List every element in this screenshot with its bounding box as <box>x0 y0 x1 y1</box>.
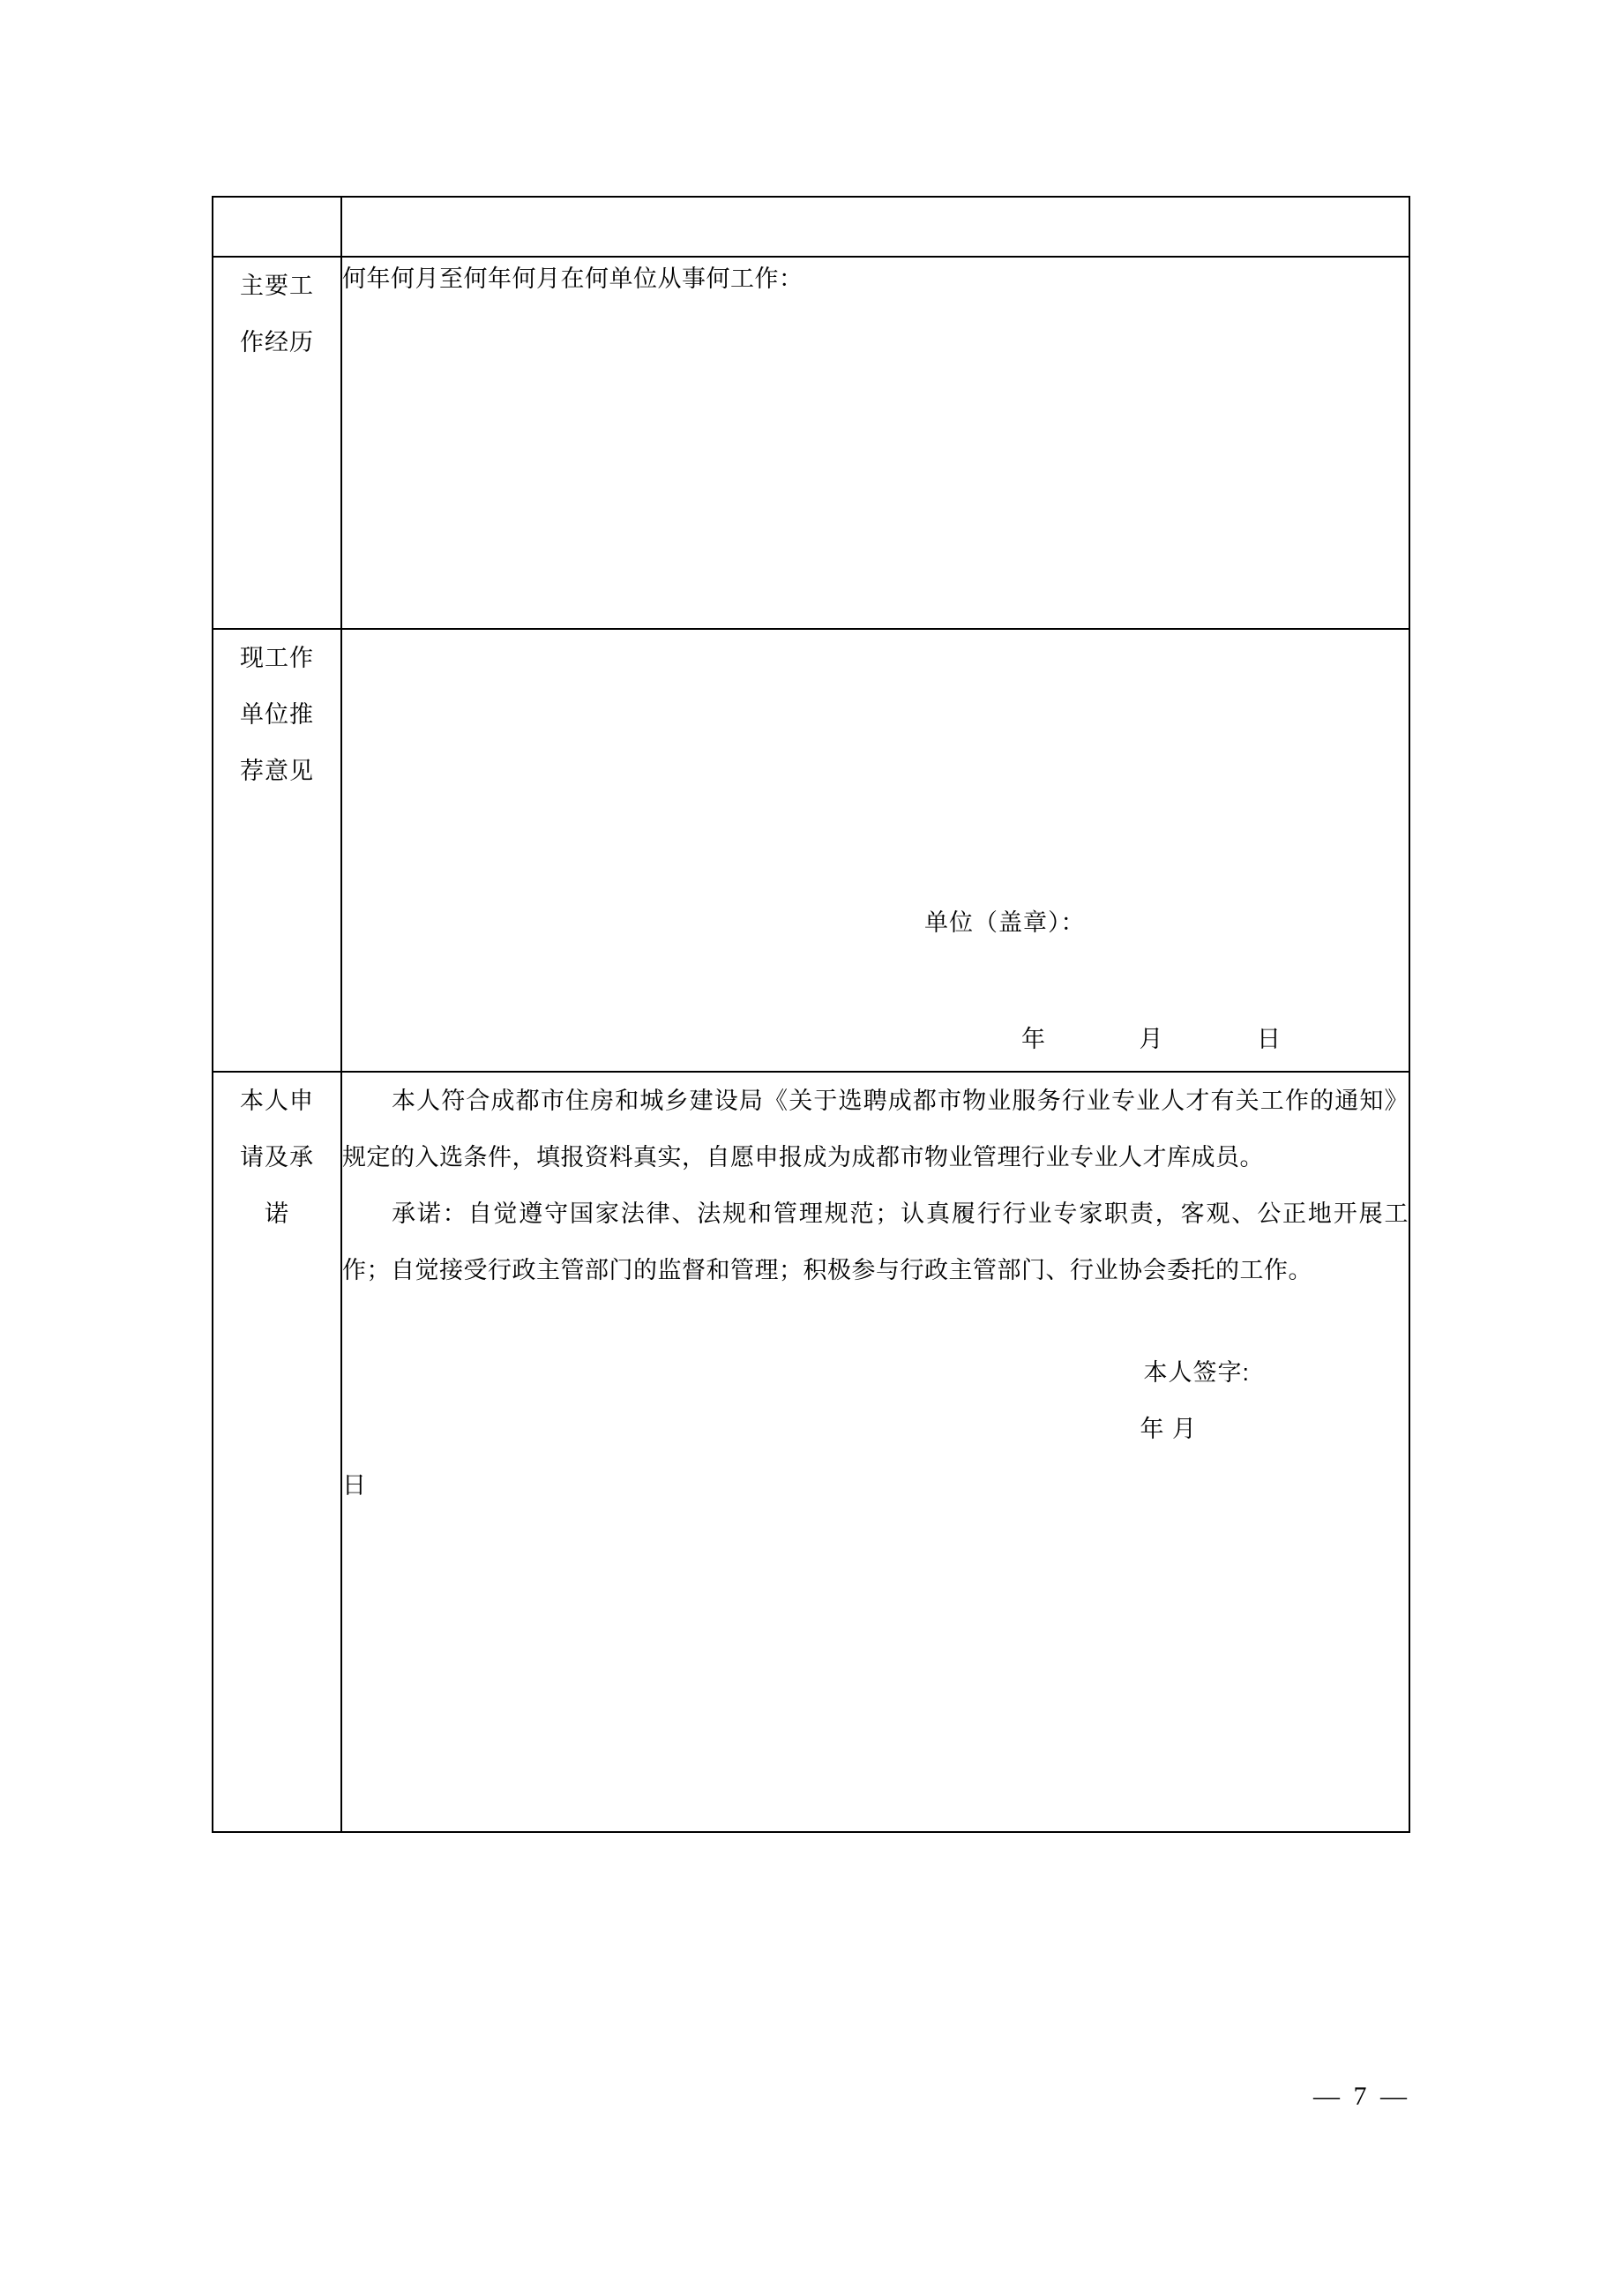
page-number: — 7 — <box>1313 2082 1410 2111</box>
applicant-commitment-label <box>213 1072 341 1832</box>
commitment-paragraph-2: 承诺：自觉遵守国家法律、法规和管理规范；认真履行行业专家职责，客观、公正地开展工作；自觉接受行政主管部门的监督和管理；积极参与行政主管部门、行业协会委托的工作。 <box>342 1200 1409 1283</box>
work-experience-label-line-2: 作经历 <box>240 329 314 355</box>
work-experience-label <box>213 257 341 629</box>
commitment-paragraph-1: 本人符合成都市住房和城乡建设局《关于选聘成都市物业服务行业专业人才有关工作的通知》规定的入选条件，填报资料真实，自愿申报成为成都市物业管理行业专业人才库成员。 <box>342 1088 1409 1170</box>
applicant-commitment-label-line-1: 本人申 <box>240 1088 314 1114</box>
work-experience-content[interactable] <box>341 257 1409 629</box>
employer-recommendation-label <box>213 629 341 1072</box>
employer-recommendation-label-line-3: 荐意见 <box>240 758 314 784</box>
application-form-table <box>212 196 1410 1833</box>
employer-recommendation-label-line-2: 单位推 <box>240 701 314 728</box>
applicant-date-year: 年 <box>1140 1416 1165 1442</box>
blank-label-cell <box>213 197 341 257</box>
applicant-commitment-label-line-3: 诺 <box>265 1200 289 1227</box>
employer-seal-label: 单位（盖章）： <box>924 909 1086 936</box>
employer-date-day: 日 <box>1257 1026 1282 1052</box>
employer-date-month: 月 <box>1139 1026 1164 1052</box>
applicant-date-month: 月 <box>1172 1416 1197 1442</box>
employer-recommendation-label-line-1: 现工作 <box>240 645 314 671</box>
applicant-signature-label: 本人签字: <box>1143 1359 1250 1386</box>
blank-content-cell <box>341 197 1409 257</box>
applicant-commitment-content[interactable] <box>341 1072 1409 1832</box>
work-experience-label-line-1: 主要工 <box>240 273 314 299</box>
work-experience-prompt: 何年何月至何年何月在何单位从事何工作： <box>342 265 804 292</box>
employer-date-year: 年 <box>1021 1026 1046 1052</box>
applicant-commitment-label-line-2: 请及承 <box>240 1144 314 1170</box>
table-row <box>213 197 1409 257</box>
employer-recommendation-area <box>342 630 1409 1071</box>
applicant-date-line <box>342 1401 1409 1457</box>
table-row <box>213 1072 1409 1832</box>
employer-date-line <box>1021 1011 1282 1067</box>
table-row <box>213 257 1409 629</box>
table-row <box>213 629 1409 1072</box>
applicant-date-day: 日 <box>342 1472 367 1499</box>
employer-recommendation-content[interactable] <box>341 629 1409 1072</box>
